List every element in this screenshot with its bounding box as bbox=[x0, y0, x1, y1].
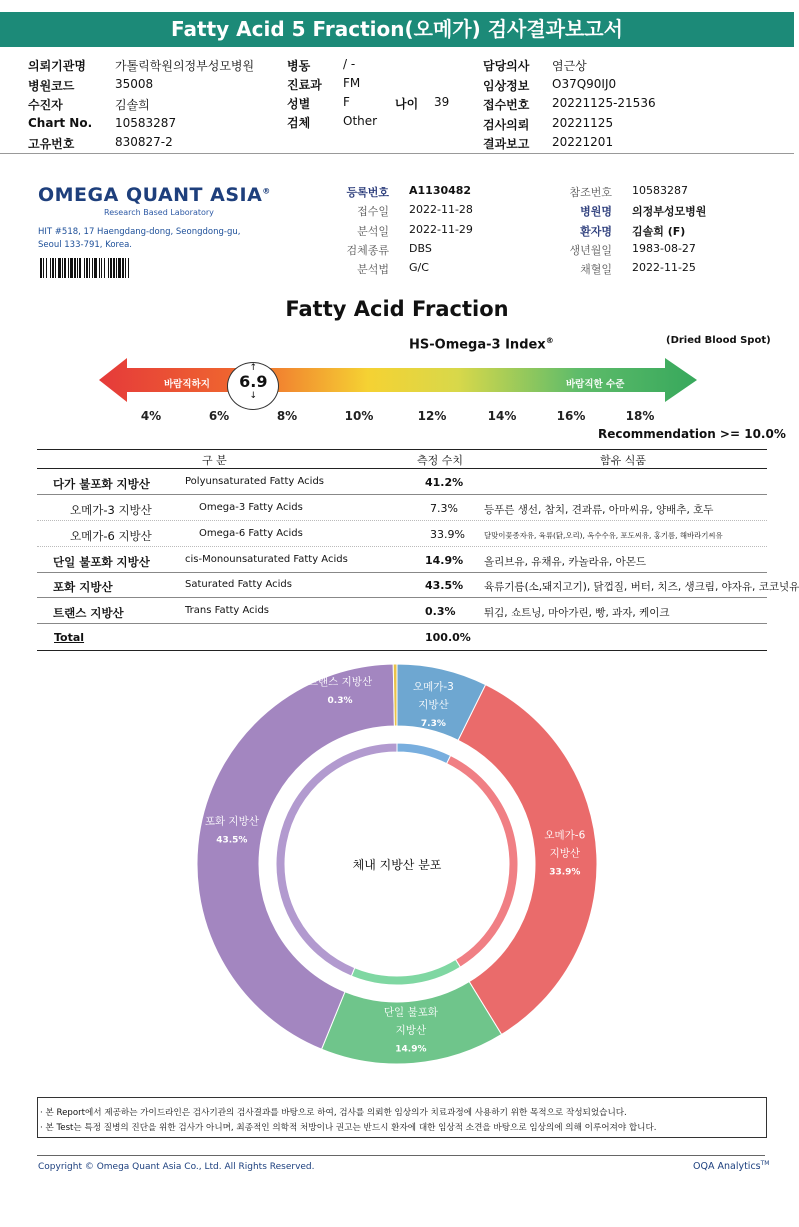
field-value: 20221125 bbox=[552, 115, 614, 130]
field-label: 결과보고 bbox=[483, 137, 530, 151]
row-category-en: cis-Monounsaturated Fatty Acids bbox=[185, 554, 348, 565]
donut-value-label: 7.3% bbox=[420, 719, 446, 730]
barcode-bar bbox=[74, 258, 76, 278]
gauge-tick-label: 18% bbox=[625, 409, 655, 423]
field-value: 가톨릭학원의정부성모병원 bbox=[115, 59, 255, 73]
row-value: 43.5% bbox=[425, 579, 464, 592]
barcode-bar bbox=[68, 258, 69, 278]
barcode-bar bbox=[108, 258, 109, 278]
donut-value-label: 33.9% bbox=[549, 867, 581, 878]
total-label: Total bbox=[54, 631, 85, 644]
row-category-en: Trans Fatty Acids bbox=[185, 605, 270, 616]
row-foods: 달맞이꽃종자유, 육류(닭,오리), 옥수수유, 포도씨유, 홍기름, 해바라기씨유 bbox=[484, 531, 723, 540]
barcode-bar bbox=[92, 258, 93, 278]
sample-value: 10583287 bbox=[632, 184, 688, 197]
row-foods: 등푸른 생선, 참치, 견과류, 아마씨유, 양배추, 호두 bbox=[484, 504, 714, 516]
row-category-kr: 트랜스 지방산 bbox=[53, 606, 124, 620]
sample-label: 접수일 bbox=[357, 205, 389, 219]
down-arrow-icon: ↓ bbox=[249, 391, 258, 401]
donut-category-label: 지방산 bbox=[395, 1024, 427, 1037]
donut-category-label: 트랜스 지방산 bbox=[307, 676, 373, 688]
row-value: 14.9% bbox=[425, 554, 464, 567]
header-foods: 함유 식품 bbox=[600, 454, 647, 467]
sample-value: 1983-08-27 bbox=[632, 241, 696, 255]
field-value: 김솔희 bbox=[115, 98, 150, 112]
barcode-bar bbox=[104, 258, 105, 278]
field-label: 임상정보 bbox=[483, 78, 530, 93]
barcode-bar bbox=[52, 258, 54, 278]
field-label: 병동 bbox=[287, 59, 311, 73]
barcode-bar bbox=[110, 258, 112, 278]
table-row bbox=[37, 469, 767, 495]
donut-segment bbox=[393, 664, 397, 726]
table-total-row bbox=[37, 624, 767, 651]
donut-category-label: 포화 지방산 bbox=[204, 815, 259, 828]
field-value: 10583287 bbox=[115, 115, 177, 130]
field-value: 염근상 bbox=[552, 59, 587, 73]
row-category-en: Polyunsaturated Fatty Acids bbox=[185, 476, 324, 487]
sample-label: 환자명 bbox=[580, 224, 612, 238]
sample-value: 의정부성모병원 bbox=[632, 205, 707, 219]
barcode-bar bbox=[128, 258, 129, 278]
index-value-marker bbox=[227, 362, 279, 410]
row-value: 7.3% bbox=[430, 502, 458, 515]
gauge-tick-label: 6% bbox=[208, 409, 230, 423]
notes-box bbox=[37, 1097, 767, 1138]
barcode-bar bbox=[86, 258, 88, 278]
barcode-bar bbox=[77, 258, 78, 278]
donut-category-label: 오메가-3 bbox=[412, 681, 454, 694]
row-value: 0.3% bbox=[425, 605, 456, 618]
barcode-bar bbox=[64, 258, 66, 278]
barcode-bar bbox=[43, 258, 44, 278]
row-foods: 육류기름(소,돼지고기), 닭껍질, 버터, 치즈, 생크림, 야자유, 코코넛유 bbox=[484, 581, 799, 593]
field-value: 35008 bbox=[115, 76, 154, 91]
sample-value: A1130482 bbox=[409, 184, 472, 197]
barcode-bar bbox=[58, 258, 61, 278]
barcode-bar bbox=[118, 258, 121, 278]
report-title: Fatty Acid 5 Fraction(오메가) 검사결과보고서 bbox=[0, 12, 794, 47]
fatty-acid-donut-chart bbox=[204, 664, 586, 1074]
barcode-bar bbox=[125, 258, 126, 278]
row-value: 33.9% bbox=[430, 528, 465, 541]
field-label: 검사의뢰 bbox=[483, 117, 530, 132]
footer-line bbox=[37, 1155, 765, 1156]
age-value: 39 bbox=[434, 95, 450, 109]
sample-value: 2022-11-28 bbox=[409, 203, 473, 217]
barcode-bar bbox=[55, 258, 56, 278]
donut-value-label: 0.3% bbox=[327, 696, 353, 706]
donut-category-label: 지방산 bbox=[549, 847, 581, 860]
field-label: 검체 bbox=[287, 116, 311, 130]
donut-category-label: 단일 불포화 bbox=[383, 1006, 438, 1019]
total-value: 100.0% bbox=[425, 631, 471, 644]
row-category-en: Saturated Fatty Acids bbox=[185, 579, 292, 590]
sample-label: 검체종류 bbox=[346, 243, 389, 257]
field-value: F bbox=[343, 95, 350, 109]
sample-value: 2022-11-25 bbox=[632, 261, 696, 275]
row-category-kr: 다가 불포화 지방산 bbox=[53, 477, 150, 491]
sample-label: 병원명 bbox=[580, 205, 612, 219]
barcode-bar bbox=[84, 258, 85, 278]
up-arrow-icon: ↑ bbox=[249, 363, 258, 373]
gauge-tick-label: 8% bbox=[276, 409, 298, 423]
donut-center-title: 체내 지방산 분포 bbox=[352, 858, 442, 872]
lab-logo: OMEGA QUANT ASIA® bbox=[38, 184, 271, 206]
barcode-bar bbox=[99, 258, 100, 278]
row-foods: 올리브유, 유채유, 카놀라유, 아몬드 bbox=[484, 556, 647, 568]
barcode-bar bbox=[116, 258, 117, 278]
table-row bbox=[37, 547, 767, 573]
donut-segment bbox=[197, 664, 394, 1049]
sample-label: 등록번호 bbox=[346, 186, 389, 199]
field-value: O37Q90IJ0 bbox=[552, 76, 617, 91]
table-header bbox=[37, 450, 767, 469]
gauge-tick-label: 16% bbox=[556, 409, 586, 423]
row-category-en: Omega-3 Fatty Acids bbox=[199, 502, 303, 513]
barcode-bar bbox=[70, 258, 73, 278]
sample-value: G/C bbox=[409, 261, 429, 275]
barcode-bar bbox=[46, 258, 47, 278]
donut-category-label: 지방산 bbox=[418, 699, 449, 712]
field-label: 수진자 bbox=[28, 98, 63, 112]
field-label: 담당의사 bbox=[483, 59, 530, 73]
field-value: Other bbox=[343, 114, 378, 128]
row-foods: 튀김, 쇼트닝, 마아가린, 빵, 과자, 케이크 bbox=[484, 607, 670, 619]
row-category-kr: 단일 불포화 지방산 bbox=[53, 555, 150, 569]
donut-segment bbox=[458, 685, 597, 1035]
sample-label: 채혈일 bbox=[580, 263, 612, 277]
sample-label: 생년월일 bbox=[569, 243, 612, 257]
donut-value-label: 43.5% bbox=[216, 835, 248, 846]
sample-label: 분석법 bbox=[357, 263, 389, 277]
row-category-kr: 오메가-6 지방산 bbox=[70, 529, 152, 543]
lab-address-line1: HIT #518, 17 Haengdang-dong, Seongdong-gu, bbox=[38, 227, 241, 237]
sample-value: DBS bbox=[409, 241, 432, 255]
sample-value: 김솔희 (F) bbox=[632, 224, 686, 238]
row-category-en: Omega-6 Fatty Acids bbox=[199, 528, 303, 539]
barcode-bar bbox=[62, 258, 63, 278]
row-value: 41.2% bbox=[425, 476, 464, 489]
gauge-tick-label: 12% bbox=[417, 409, 447, 423]
barcode bbox=[40, 258, 174, 278]
inner-ring-segment bbox=[351, 959, 460, 985]
field-label: Chart No. bbox=[28, 115, 93, 130]
table-row bbox=[37, 521, 767, 547]
header-value: 측정 수치 bbox=[417, 454, 464, 467]
divider bbox=[0, 153, 794, 154]
specimen-type: (Dried Blood Spot) bbox=[666, 335, 771, 346]
lab-subtitle: Research Based Laboratory bbox=[104, 208, 214, 217]
field-label: 진료과 bbox=[287, 78, 322, 92]
barcode-bar bbox=[94, 258, 97, 278]
sample-label: 분석일 bbox=[357, 224, 389, 238]
gauge-tick-label: 10% bbox=[344, 409, 374, 423]
table-row bbox=[37, 495, 767, 521]
donut-value-label: 14.9% bbox=[395, 1044, 427, 1055]
field-label: 의뢰기관명 bbox=[28, 59, 86, 73]
barcode-bar bbox=[40, 258, 42, 278]
barcode-bar bbox=[113, 258, 115, 278]
field-label: 고유번호 bbox=[28, 137, 75, 151]
footer-brand: OQA Analytics™ bbox=[693, 1160, 770, 1173]
table-row bbox=[37, 572, 799, 598]
header-category: 구 분 bbox=[202, 454, 227, 467]
index-value: 6.9 bbox=[239, 372, 268, 391]
good-zone-label: 바람직한 수준 bbox=[566, 379, 625, 390]
note-1: · 본 Report에서 제공하는 가이드라인은 검사기관의 검사결과를 바탕으로 하여, 검사를 의뢰한 임상의가 치료과정에 사용하기 위한 목적으로 작성되었습니다. bbox=[40, 1108, 627, 1118]
inner-ring-segment bbox=[397, 743, 451, 764]
field-value: FM bbox=[343, 76, 361, 90]
row-category-kr: 오메가-3 지방산 bbox=[70, 503, 152, 517]
field-value: 20221125-21536 bbox=[552, 96, 656, 110]
field-label: 병원코드 bbox=[28, 78, 75, 93]
barcode-bar bbox=[50, 258, 51, 278]
field-value: 830827-2 bbox=[115, 135, 173, 149]
index-name: HS-Omega-3 Index® bbox=[409, 336, 554, 353]
recommendation: Recommendation >= 10.0% bbox=[598, 427, 786, 441]
gauge-tick-label: 14% bbox=[487, 409, 517, 423]
barcode-bar bbox=[79, 258, 81, 278]
sample-label: 참조번호 bbox=[569, 186, 612, 199]
donut-category-label: 오메가-6 bbox=[544, 829, 586, 842]
inner-ring-segment bbox=[447, 756, 518, 968]
row-category-kr: 포화 지방산 bbox=[53, 580, 113, 594]
lab-address-line2: Seoul 133-791, Korea. bbox=[38, 240, 132, 250]
table-row bbox=[37, 598, 767, 624]
bad-zone-label: 바람직하지 bbox=[164, 379, 210, 390]
copyright: Copyright © Omega Quant Asia Co., Ltd. All Rights Reserved. bbox=[38, 1162, 315, 1172]
barcode-bar bbox=[101, 258, 102, 278]
field-value: / - bbox=[343, 57, 356, 71]
sample-value: 2022-11-29 bbox=[409, 222, 473, 236]
field-label: 성별 bbox=[287, 97, 311, 111]
note-2: · 본 Test는 특정 질병의 진단을 위한 검사가 아니며, 최종적인 의학적 처방이나 권고는 반드시 환자에 대한 임상적 소견을 바탕으로 임상의에 의해 이루어져야 합니다. bbox=[40, 1123, 657, 1133]
section-title: Fatty Acid Fraction bbox=[285, 297, 509, 321]
field-label: 접수번호 bbox=[483, 98, 530, 112]
field-value: 20221201 bbox=[552, 135, 614, 149]
barcode-bar bbox=[89, 258, 90, 278]
gauge-tick-label: 4% bbox=[140, 409, 162, 423]
barcode-bar bbox=[122, 258, 124, 278]
age-label: 나이 bbox=[395, 97, 419, 111]
